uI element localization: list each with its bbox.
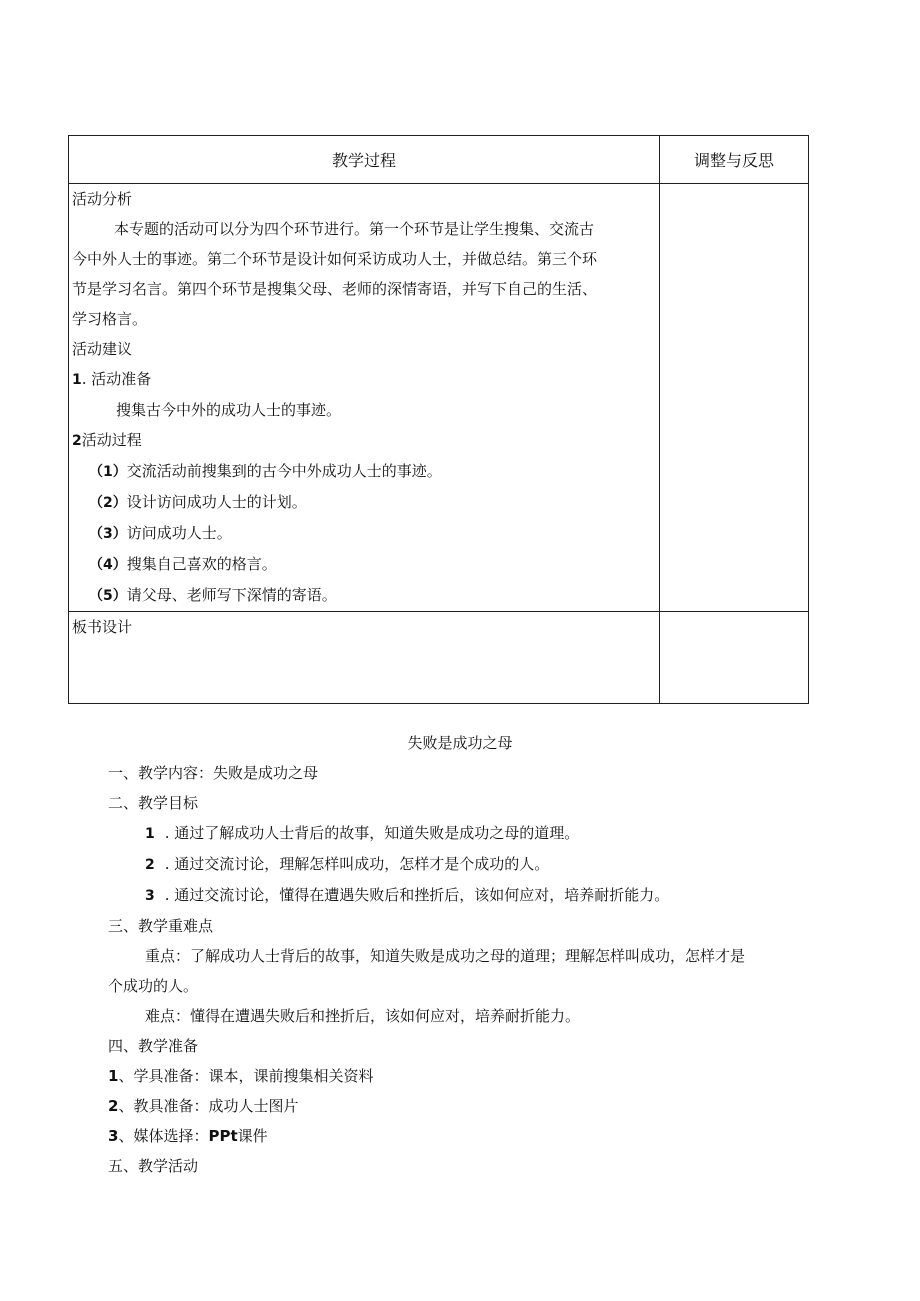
prep-number: 3 [108, 1127, 119, 1145]
step-item [69, 518, 659, 549]
step-item [69, 456, 659, 487]
prep-text: 、媒体选择： [118, 1127, 209, 1145]
goal-text: . 通过交流讨论，懂得在遭遇失败后和挫折后，该如何应对，培养耐折能力。 [164, 886, 670, 904]
step-number: （1） [89, 464, 127, 480]
teaching-process-cell [69, 184, 660, 612]
ppt-label: PPt [208, 1127, 238, 1145]
prep-text: 、教具准备：成功人士图片 [118, 1097, 299, 1115]
step-text: 交流活动前搜集到的古今中外成功人士的事迹。 [126, 462, 442, 480]
activity-heading: 五、教学活动 [108, 1157, 199, 1175]
step-number: （3） [89, 526, 127, 542]
step-text: 请父母、老师写下深情的寄语。 [126, 586, 337, 604]
reflection-cell [660, 184, 809, 612]
step-item [69, 487, 659, 518]
board-reflection-cell [660, 612, 809, 704]
step-number: （2） [89, 495, 127, 511]
analysis-line-1: 本专题的活动可以分为四个环节进行。第一个环节是让学生搜集、交流古 [114, 220, 595, 238]
goals-heading: 二、教学目标 [108, 794, 199, 812]
analysis-title: 活动分析 [72, 190, 133, 208]
goal-text: . 通过交流讨论，理解怎样叫成功，怎样才是个成功的人。 [164, 855, 550, 873]
step-text: 搜集自己喜欢的格言。 [126, 555, 277, 573]
doc-title: 失败是成功之母 [407, 734, 513, 752]
prep-heading [69, 364, 659, 395]
goal-text: . 通过了解成功人士背后的故事，知道失败是成功之母的道理。 [164, 824, 580, 842]
content-heading: 一、教学内容：失败是成功之母 [108, 764, 319, 782]
process-heading [69, 425, 659, 456]
header-adjust-reflect: 调整与反思 [660, 136, 809, 184]
prep-number: 2 [108, 1097, 119, 1115]
step-item [69, 549, 659, 580]
process-title: 活动过程 [81, 431, 142, 449]
goal-number: 2 [145, 857, 155, 873]
step-text: 设计访问成功人士的计划。 [126, 493, 307, 511]
analysis-line-2: 今中外人士的事迹。第二个环节是设计如何采访成功人士，并做总结。第三个环 [72, 250, 598, 268]
board-design-cell [69, 612, 660, 704]
goal-number: 3 [145, 888, 155, 904]
prep-heading: 四、教学准备 [108, 1037, 199, 1055]
step-number: （4） [89, 557, 127, 573]
difficult-point: 难点：懂得在遭遇失败后和挫折后，该如何应对，培养耐折能力。 [145, 1007, 581, 1025]
board-title: 板书设计 [72, 618, 133, 636]
prep-text: 搜集古今中外的成功人士的事迹。 [116, 401, 342, 419]
goal-item [0, 880, 920, 911]
goal-item [0, 849, 920, 880]
lesson-table [68, 135, 809, 704]
prep-tail: 课件 [237, 1127, 268, 1145]
key-point-line-1: 重点：了解成功人士背后的故事，知道失败是成功之母的道理；理解怎样叫成功，怎样才是 [145, 947, 746, 965]
prep-title: . 活动准备 [81, 370, 152, 388]
analysis-line-4: 学习格言。 [72, 310, 148, 328]
goal-item [0, 818, 920, 849]
step-text: 访问成功人士。 [126, 524, 232, 542]
goal-number: 1 [145, 826, 155, 842]
prep-text: 、学具准备：课本，课前搜集相关资料 [118, 1067, 374, 1085]
step-number: （5） [89, 588, 127, 604]
suggest-title: 活动建议 [72, 340, 133, 358]
prep-number: 1 [72, 372, 82, 388]
step-item [69, 580, 659, 611]
lesson-plan-text [0, 728, 920, 1181]
key-point-line-2: 个成功的人。 [108, 977, 199, 995]
analysis-line-3: 节是学习名言。第四个环节是搜集父母、老师的深情寄语，并写下自己的生活、 [72, 280, 598, 298]
header-teaching-process: 教学过程 [69, 136, 660, 184]
prep-item [0, 1091, 920, 1121]
prep-item [0, 1121, 920, 1151]
prep-item [0, 1061, 920, 1091]
key-heading: 三、教学重难点 [108, 917, 214, 935]
prep-number: 1 [108, 1067, 119, 1085]
process-number: 2 [72, 433, 82, 449]
